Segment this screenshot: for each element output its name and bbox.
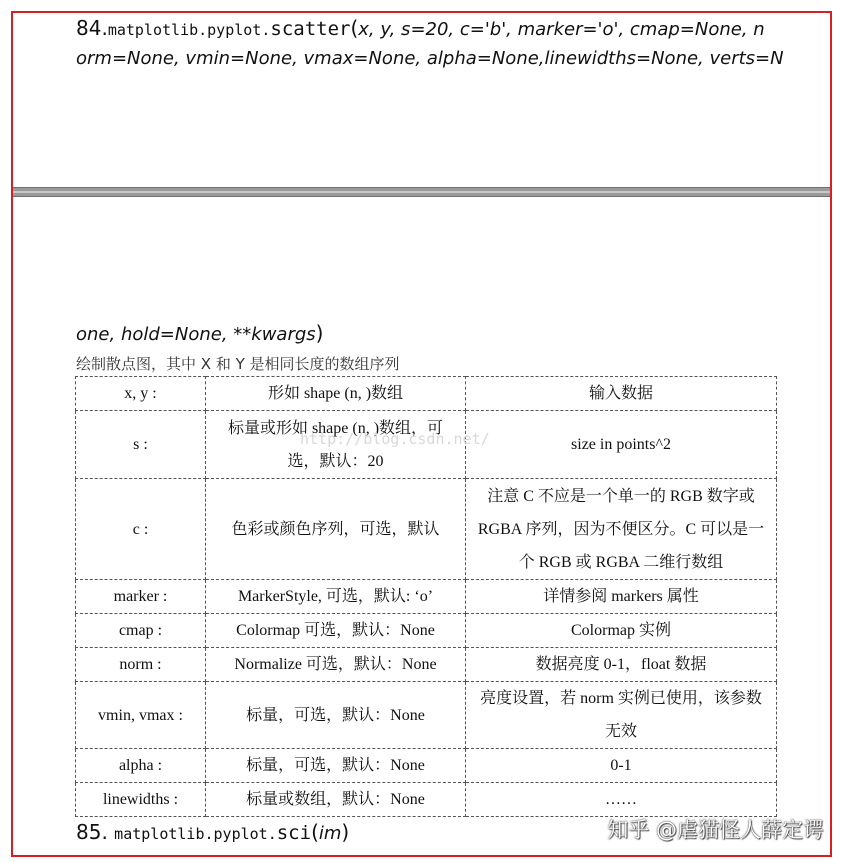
function-description: 绘制散点图，其中 X 和 Y 是相同长度的数组序列 <box>76 355 400 373</box>
param-desc-cell: Colormap 实例 <box>466 614 777 648</box>
param-name-cell: alpha : <box>76 749 206 783</box>
param-desc-cell: 数据亮度 0-1，float 数据 <box>466 648 777 682</box>
param-name-cell: vmin, vmax : <box>76 682 206 749</box>
param-desc-cell: …… <box>466 783 777 817</box>
credit-watermark: 知乎 @虐猫怪人薛定谔 <box>607 818 824 842</box>
param-type-cell: 标量或数组，默认：None <box>206 783 466 817</box>
param-type-cell: 标量，可选，默认：None <box>206 682 466 749</box>
param-desc-cell: 0-1 <box>466 749 777 783</box>
table-row <box>76 783 777 817</box>
param-desc-cell: 详情参阅 markers 属性 <box>466 580 777 614</box>
param-type-cell: 色彩或颜色序列，可选，默认 <box>206 479 466 580</box>
param-desc-cell: size in points^2 <box>466 411 777 479</box>
table-row <box>76 749 777 783</box>
table-row <box>76 682 777 749</box>
param-desc-cell: 亮度设置，若 norm 实例已使用，该参数无效 <box>466 682 777 749</box>
param-desc-cell: 注意 C 不应是一个单一的 RGB 数字或 RGBA 序列，因为不便区分。C 可以是一个 RGB 或 RGBA 二维行数组 <box>466 479 777 580</box>
table-row <box>76 648 777 682</box>
param-desc-cell: 输入数据 <box>466 377 777 411</box>
table-row <box>76 614 777 648</box>
table-row <box>76 377 777 411</box>
param-name-cell: c : <box>76 479 206 580</box>
param-type-cell: 标量，可选，默认：None <box>206 749 466 783</box>
param-name-cell: cmap : <box>76 614 206 648</box>
param-type-cell: 形如 shape (n, )数组 <box>206 377 466 411</box>
param-type-cell: Colormap 可选，默认：None <box>206 614 466 648</box>
param-name-cell: s : <box>76 411 206 479</box>
param-name-cell: x, y : <box>76 377 206 411</box>
param-type-cell: 标量或形如 shape (n, )数组，可选，默认：20 <box>206 411 466 479</box>
param-name-cell: marker : <box>76 580 206 614</box>
watermark: http://blog.csdn.net/ <box>300 430 490 448</box>
param-name-cell: linewidths : <box>76 783 206 817</box>
signature-84-line2: orm=None, vmin=None, vmax=None, alpha=None,linewidths=None, verts=N <box>76 48 784 69</box>
param-type-cell: MarkerStyle, 可选，默认: ‘o’ <box>206 580 466 614</box>
signature-84-line1: 84.matplotlib.pyplot.scatter(x, y, s=20, c='b', marker='o', cmap=None, n <box>76 16 765 40</box>
page-separator <box>13 187 830 197</box>
table-row <box>76 580 777 614</box>
table-row <box>76 479 777 580</box>
param-type-cell: Normalize 可选，默认：None <box>206 648 466 682</box>
signature-84-line3: one, hold=None, **kwargs) <box>76 321 324 345</box>
param-name-cell: norm : <box>76 648 206 682</box>
signature-85: 85. matplotlib.pyplot.sci(im) <box>76 820 350 844</box>
